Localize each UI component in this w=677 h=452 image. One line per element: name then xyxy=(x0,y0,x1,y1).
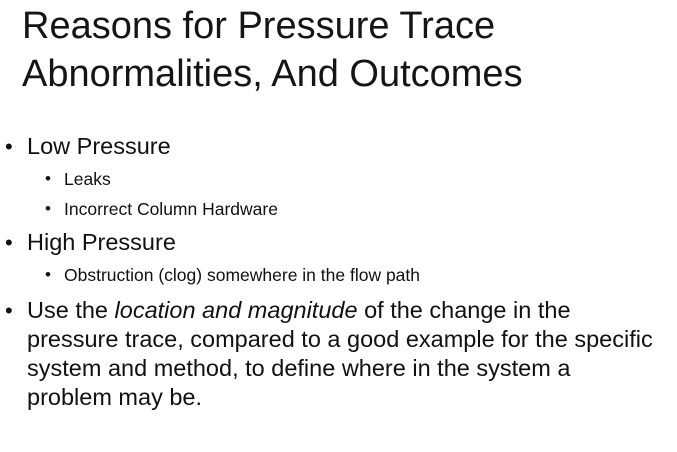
bullet-use-emphasis: location and magnitude xyxy=(114,297,358,323)
slide-title-line-2: Abnormalities, And Outcomes xyxy=(22,53,523,95)
slide-title-line-1: Reasons for Pressure Trace xyxy=(22,5,496,47)
sub-bullet-label: Leaks xyxy=(64,169,111,189)
bullet-list xyxy=(0,132,677,412)
bullet-dot-icon: • xyxy=(5,134,13,159)
bullet-dot-icon: • xyxy=(45,199,51,218)
bullet-dot-icon: • xyxy=(5,298,13,323)
bullet-use-prefix: Use the xyxy=(27,297,115,323)
bullet-low-pressure xyxy=(0,132,677,161)
bullet-use-suffix: of the change in the pressure trace, compared to a good example for the specific system and method, to define where in the system a problem may be. xyxy=(27,297,653,410)
sub-bullet-incorrect-column-hardware xyxy=(0,194,677,224)
sub-bullet-obstruction xyxy=(0,260,677,290)
bullet-high-pressure xyxy=(0,228,677,257)
sub-bullet-label: Incorrect Column Hardware xyxy=(64,199,278,219)
bullet-use-location xyxy=(0,296,677,412)
bullet-dot-icon: • xyxy=(45,169,51,188)
bullet-dot-icon: • xyxy=(45,265,51,284)
slide-title xyxy=(22,2,662,98)
bullet-high-pressure-label: High Pressure xyxy=(27,229,176,255)
bullet-dot-icon: • xyxy=(5,230,13,255)
sub-bullet-leaks xyxy=(0,164,677,194)
sub-bullet-label: Obstruction (clog) somewhere in the flow path xyxy=(64,265,420,285)
bullet-low-pressure-label: Low Pressure xyxy=(27,133,171,159)
